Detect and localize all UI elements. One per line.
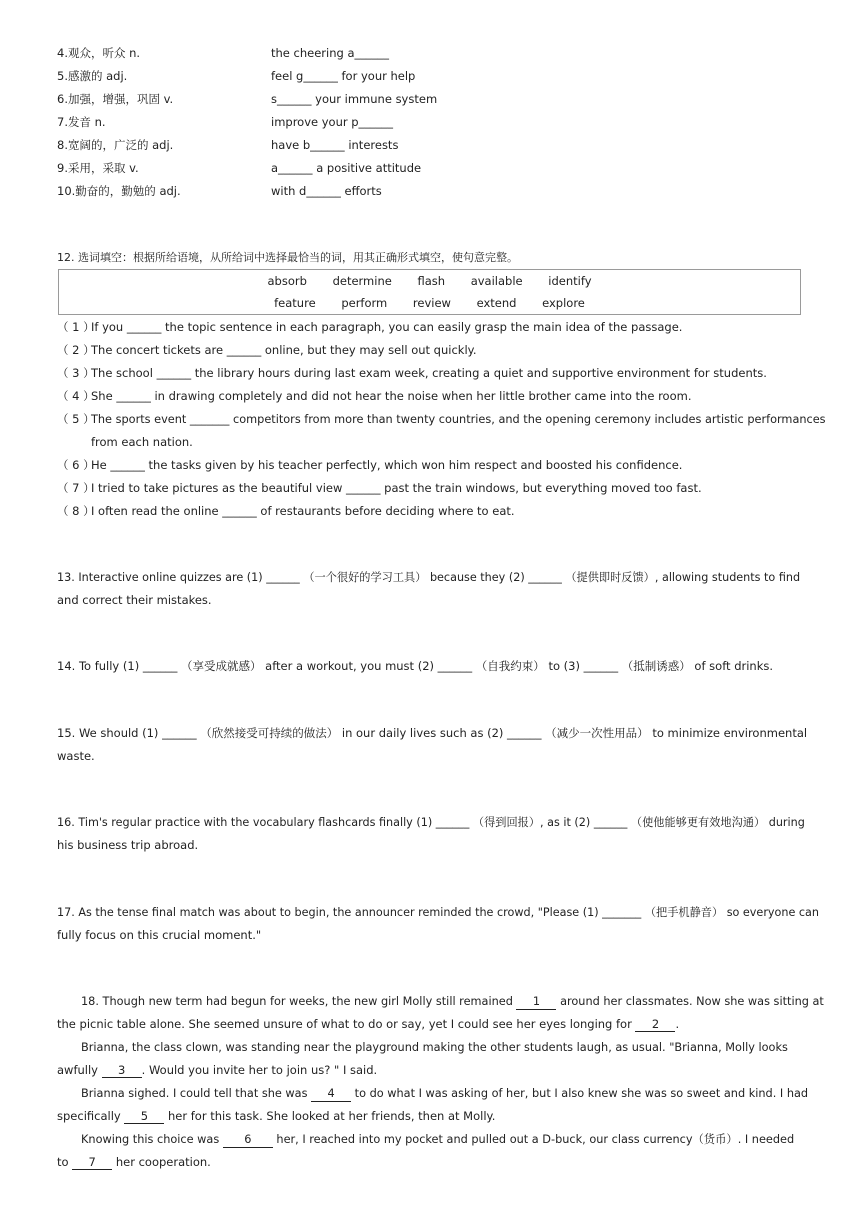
answer-blank[interactable]: 2 — [635, 1017, 675, 1032]
item-number: （ 7 ） — [57, 481, 95, 495]
passage-text: 18. Though new term had begun for weeks, the new girl Molly still remained — [81, 995, 513, 1008]
fill-item-continuation — [91, 431, 811, 454]
word-bank-word: available — [470, 274, 523, 288]
word-bank-word: perform — [341, 296, 388, 310]
passage-text: Brianna sighed. I could tell that she was — [81, 1087, 308, 1100]
q15-line: waste. — [57, 749, 95, 763]
passage-text: her for this task. She looked at her friends, then at Molly. — [168, 1109, 496, 1123]
passage-text: . Would you invite her to join us? " I said. — [141, 1063, 378, 1077]
fill-item — [57, 316, 813, 339]
answer-blank[interactable]: 7 — [72, 1155, 112, 1170]
word-bank-box — [58, 269, 801, 315]
item-text: The sports event _______ competitors from more than twenty countries, and the opening ceremony includes artistic performances — [91, 413, 826, 426]
fill-item — [57, 477, 813, 500]
passage-text: to — [57, 1155, 69, 1169]
item-text: I often read the online ______ of restaurants before deciding where to eat. — [91, 504, 515, 518]
item-number: （ 2 ） — [57, 343, 95, 357]
answer-blank[interactable]: 6 — [223, 1133, 273, 1148]
vocab-chinese: 10.勤奋的，勤勉的 adj. — [57, 184, 181, 198]
fill-item — [57, 500, 813, 523]
q17-line: fully focus on this crucial moment." — [57, 928, 262, 942]
fill-item — [57, 454, 813, 477]
vocab-chinese: 9.采用，采取 v. — [57, 161, 139, 175]
q17-line: 17. As the tense final match was about to begin, the announcer reminded the crowd, "Please (1) _______ （把手机静音） so everyone can — [57, 906, 820, 919]
passage-text: her cooperation. — [115, 1155, 211, 1169]
passage-text: the picnic table alone. She seemed unsure of what to do or say, yet I could see her eyes longing for — [57, 1017, 632, 1031]
vocab-phrase: have b______ interests — [271, 138, 399, 152]
vocab-phrase: feel g______ for your help — [271, 69, 416, 83]
fill-item — [57, 362, 813, 385]
item-number: （ 5 ） — [57, 412, 95, 426]
word-bank-word: explore — [542, 296, 585, 310]
vocab-chinese: 6.加强，增强，巩固 v. — [57, 92, 174, 106]
item-text: She ______ in drawing completely and did not hear the noise when her little brother came into the room. — [91, 389, 692, 403]
word-bank-word: feature — [274, 296, 316, 310]
q18-line — [57, 1105, 811, 1128]
vocab-chinese: 5.感激的 adj. — [57, 69, 128, 83]
item-text: The concert tickets are ______ online, but they may sell out quickly. — [91, 343, 477, 357]
answer-blank[interactable]: 3 — [102, 1063, 142, 1078]
word-bank-row — [59, 292, 800, 314]
vocab-phrase: improve your p______ — [271, 115, 394, 129]
fill-item — [57, 385, 813, 408]
item-text: The school ______ the library hours during last exam week, creating a quiet and supportive environment for students. — [91, 366, 767, 380]
q18-line — [57, 1082, 811, 1105]
word-bank-word: determine — [332, 274, 392, 288]
passage-text: Brianna, the class clown, was standing near the playground making the other students laugh, as usual. "Brianna, Molly looks — [81, 1041, 788, 1054]
item-number: （ 6 ） — [57, 458, 95, 472]
word-bank-word: review — [412, 296, 451, 310]
q13-line: and correct their mistakes. — [57, 593, 212, 607]
q12-instruction: 12. 选词填空：根据所给语境，从所给词中选择最恰当的词，用其正确形式填空，使句意完整。 — [57, 251, 518, 264]
answer-blank[interactable]: 5 — [124, 1109, 164, 1124]
item-number: （ 8 ） — [57, 504, 95, 518]
word-bank-word: absorb — [267, 274, 307, 288]
q16-line: 16. Tim's regular practice with the vocabulary flashcards finally (1) ______ （得到回报）, as it (2) ______ （使他能够更有效地沟通） during — [57, 816, 805, 829]
q13-line: 13. Interactive online quizzes are (1) ______ （一个很好的学习工具） because they (2) ______ （提供即时反馈）, allowing students to find — [57, 571, 801, 584]
word-bank-row — [59, 270, 800, 292]
q18-line — [57, 990, 824, 1013]
passage-text: awfully — [57, 1063, 98, 1077]
q16-line: his business trip abroad. — [57, 838, 199, 852]
word-bank-word: extend — [476, 296, 517, 310]
fill-item — [57, 339, 813, 362]
passage-text: . — [675, 1017, 680, 1031]
q18-line — [57, 1059, 811, 1082]
item-number: （ 3 ） — [57, 366, 95, 380]
q14-line: 14. To fully (1) ______ （享受成就感） after a workout, you must (2) ______ （自我约束） to (3) ______ （抵制诱惑） of soft drinks. — [57, 659, 774, 673]
passage-text: around her classmates. Now she was sitting at — [560, 995, 824, 1008]
passage-text: specifically — [57, 1109, 121, 1123]
word-bank-word: identify — [548, 274, 592, 288]
word-bank-word: flash — [417, 274, 446, 288]
passage-text: to do what I was asking of her, but I also knew she was so sweet and kind. I had — [354, 1087, 809, 1100]
passage-text: Knowing this choice was — [81, 1133, 220, 1146]
answer-blank[interactable]: 4 — [311, 1087, 351, 1102]
q18-line — [57, 1151, 811, 1174]
item-text: He ______ the tasks given by his teacher perfectly, which won him respect and boosted his confidence. — [91, 458, 683, 472]
q18-line — [57, 1128, 811, 1151]
item-number: （ 4 ） — [57, 389, 95, 403]
item-text: If you ______ the topic sentence in each paragraph, you can easily grasp the main idea of the passage. — [91, 320, 683, 334]
vocab-chinese: 7.发音 n. — [57, 115, 106, 129]
passage-text: her, I reached into my pocket and pulled out a D-buck, our class currency（货币）. I needed — [276, 1133, 795, 1146]
item-text: from each nation. — [91, 435, 193, 449]
vocab-phrase: the cheering a______ — [271, 46, 390, 60]
answer-blank[interactable]: 1 — [516, 995, 556, 1010]
vocab-phrase: s______ your immune system — [271, 92, 438, 106]
vocab-chinese: 8.宽阔的，广泛的 adj. — [57, 138, 174, 152]
vocab-phrase: with d______ efforts — [271, 184, 382, 198]
item-text: I tried to take pictures as the beautiful view ______ past the train windows, but everything moved too fast. — [91, 481, 702, 495]
q15-line: 15. We should (1) ______ （欣然接受可持续的做法） in our daily lives such as (2) ______ （减少一次性用品） to minimize environmental — [57, 726, 808, 740]
vocab-chinese: 4.观众，听众 n. — [57, 46, 141, 60]
fill-item — [57, 408, 826, 431]
q18-line — [57, 1036, 811, 1059]
q18-line — [57, 1013, 811, 1036]
vocab-phrase: a______ a positive attitude — [271, 161, 422, 175]
item-number: （ 1 ） — [57, 320, 95, 334]
